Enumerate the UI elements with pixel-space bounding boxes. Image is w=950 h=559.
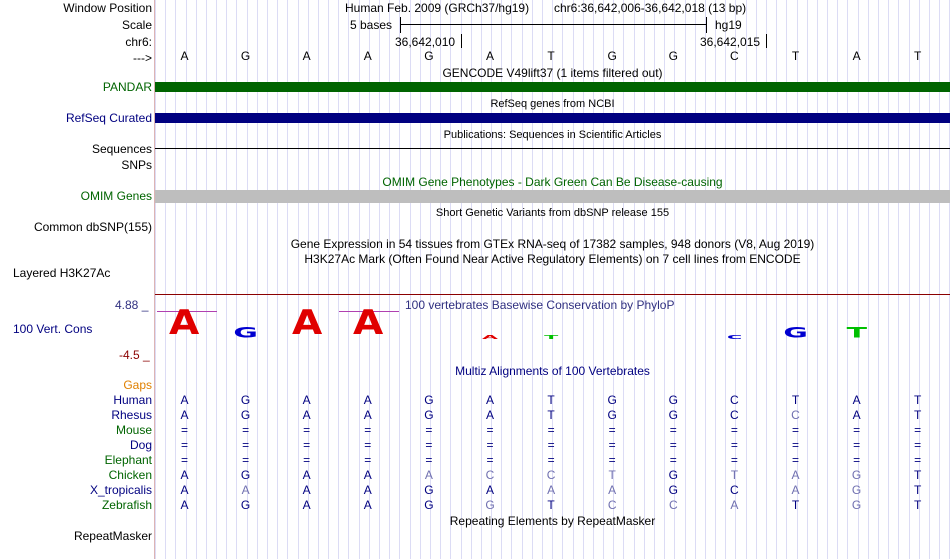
base-letter: G — [668, 49, 678, 63]
alignment-base: T — [547, 393, 555, 407]
alignment-base: A — [852, 408, 861, 422]
alignment-base: T — [914, 393, 922, 407]
omim-feature-bar[interactable] — [155, 190, 950, 203]
species-label[interactable]: Rhesus — [111, 408, 152, 422]
conservation-logo-letter — [350, 303, 386, 343]
alignment-base: = — [853, 453, 861, 467]
alignment-base: T — [791, 498, 800, 512]
base-letter: C — [730, 49, 739, 63]
coordinate-tick-left — [461, 34, 462, 48]
scale-bar-assembly: hg19 — [715, 18, 742, 32]
alignment-base: = — [608, 438, 616, 452]
alignment-base: G — [240, 408, 251, 422]
alignment-base: A — [424, 468, 433, 482]
alignment-base: A — [485, 393, 494, 407]
alignment-base: A — [302, 483, 311, 497]
alignment-base: = — [303, 423, 311, 437]
alignment-base: = — [608, 453, 616, 467]
alignment-base: G — [668, 408, 678, 422]
alignment-base: = — [486, 438, 494, 452]
alignment-base: A — [547, 483, 556, 497]
alignment-base: A — [180, 483, 189, 497]
track-label-dbsnp[interactable]: Common dbSNP(155) — [33, 220, 152, 234]
chr-label: chr6: — [125, 35, 152, 49]
alignment-base: = — [425, 438, 433, 452]
alignment-base: = — [730, 438, 738, 452]
alignment-base: = — [730, 423, 738, 437]
scale-bar-text: 5 bases — [350, 18, 393, 32]
alignment-base: G — [851, 468, 862, 482]
species-label[interactable]: X_tropicalis — [89, 483, 152, 497]
logo-glyph: G — [233, 324, 258, 342]
alignment-base: T — [730, 468, 739, 482]
conservation-logo-letter — [167, 303, 203, 343]
h3k27ac-baseline — [155, 294, 950, 295]
logo-glyph: T — [846, 324, 867, 342]
alignment-base: C — [730, 483, 739, 497]
alignment-base: A — [791, 468, 800, 482]
alignment-base: = — [669, 453, 677, 467]
conservation-logo-letter — [472, 306, 508, 340]
alignment-base: = — [303, 453, 311, 467]
alignment-base: = — [853, 438, 861, 452]
omim-track-title: OMIM Gene Phenotypes - Dark Green Can Be Disease-causing — [382, 175, 723, 189]
base-letter: A — [302, 49, 311, 63]
pandar-feature-bar[interactable] — [155, 82, 950, 92]
alignment-base: A — [180, 408, 189, 422]
alignment-base: G — [240, 393, 251, 407]
gencode-track-title: GENCODE V49lift37 (1 items filtered out) — [442, 66, 663, 80]
alignment-base: = — [791, 438, 799, 452]
track-label-snps[interactable]: SNPs — [121, 158, 152, 172]
alignment-base: = — [486, 453, 494, 467]
conservation-logo-letter — [716, 306, 752, 340]
alignment-base: = — [853, 423, 861, 437]
alignment-base: G — [668, 483, 678, 497]
h3k27ac-track-title: H3K27Ac Mark (Often Found Near Active Regulatory Elements) on 7 cell lines from ENCODE — [304, 252, 801, 266]
strand-arrow-label[interactable]: ---> — [133, 51, 152, 65]
dbsnp-track-title: Short Genetic Variants from dbSNP release 155 — [435, 207, 670, 219]
alignment-base: = — [242, 423, 250, 437]
alignment-base: C — [546, 468, 556, 482]
alignment-base: C — [607, 498, 617, 512]
multiz-track-title: Multiz Alignments of 100 Vertebrates — [455, 364, 650, 378]
repeatmasker-track-title: Repeating Elements by RepeatMasker — [449, 514, 656, 528]
track-label-sequences[interactable]: Sequences — [91, 142, 152, 156]
base-letter: A — [852, 49, 861, 63]
species-label[interactable]: Dog — [129, 438, 152, 452]
alignment-base: = — [180, 438, 188, 452]
alignment-base: = — [242, 438, 250, 452]
alignment-base: G — [607, 408, 617, 422]
base-letter: T — [791, 49, 800, 63]
alignment-base: = — [364, 453, 372, 467]
alignment-base: G — [424, 408, 434, 422]
alignment-base: A — [363, 483, 372, 497]
alignment-base: A — [363, 468, 372, 482]
alignment-base: G — [240, 468, 251, 482]
alignment-base: = — [914, 453, 922, 467]
alignment-base: = — [547, 423, 555, 437]
base-letter: A — [363, 49, 372, 63]
logo-glyph: G — [783, 324, 808, 342]
refseq-track-title: RefSeq genes from NCBI — [490, 98, 615, 110]
conservation-logo-letter — [778, 306, 814, 340]
logo-glyph: A — [481, 334, 499, 341]
alignment-base: = — [547, 438, 555, 452]
alignment-base: = — [425, 423, 433, 437]
base-letter: G — [424, 49, 434, 63]
position-readout: chr6:36,642,006-36,642,018 (13 bp) — [554, 1, 747, 15]
alignment-base: = — [303, 438, 311, 452]
alignment-base: G — [424, 483, 434, 497]
alignment-base: A — [302, 408, 311, 422]
alignment-base: G — [485, 498, 495, 512]
alignment-base: = — [791, 423, 799, 437]
alignment-base: = — [608, 423, 616, 437]
alignment-base: A — [302, 393, 311, 407]
alignment-base: = — [669, 438, 677, 452]
alignment-base: C — [668, 498, 678, 512]
alignment-base: A — [852, 393, 861, 407]
refseq-feature-bar[interactable] — [155, 113, 950, 123]
alignment-base: G — [424, 393, 434, 407]
publications-track-title: Publications: Sequences in Scientific Articles — [443, 129, 662, 141]
alignment-base: = — [364, 438, 372, 452]
species-label[interactable]: Human — [113, 393, 152, 407]
species-label[interactable]: Mouse — [115, 423, 152, 437]
alignment-base: = — [547, 453, 555, 467]
phylop-max-label: 4.88 _ — [115, 298, 149, 312]
alignment-base: T — [914, 483, 922, 497]
alignment-base: G — [240, 498, 251, 512]
alignment-base: T — [547, 408, 555, 422]
alignment-base: G — [668, 393, 678, 407]
logo-glyph: A — [169, 303, 200, 343]
alignment-base: A — [302, 498, 311, 512]
scale-label: Scale — [121, 18, 152, 32]
alignment-base: = — [486, 423, 494, 437]
conservation-logo-letter — [533, 306, 569, 340]
alignment-base: G — [607, 393, 617, 407]
base-letter: G — [607, 49, 617, 63]
alignment-base: A — [241, 483, 250, 497]
alignment-base: A — [730, 498, 739, 512]
species-label[interactable]: Chicken — [108, 468, 152, 482]
alignment-base: = — [730, 453, 738, 467]
alignment-base: C — [730, 393, 739, 407]
conservation-logo-letter — [289, 303, 325, 343]
base-letter: T — [914, 49, 922, 63]
alignment-base: = — [914, 438, 922, 452]
alignment-base: A — [302, 468, 311, 482]
alignment-base: T — [791, 393, 800, 407]
alignment-base: A — [180, 393, 189, 407]
track-label-h3k27ac[interactable]: Layered H3K27Ac — [13, 266, 111, 280]
logo-glyph: T — [544, 334, 559, 341]
alignment-base: G — [424, 498, 434, 512]
track-label-conservation[interactable]: 100 Vert. Cons — [13, 322, 93, 336]
alignment-base: = — [791, 453, 799, 467]
conservation-logo-letter — [228, 306, 264, 340]
track-label-pandar[interactable]: PANDAR — [102, 80, 152, 94]
conservation-logo-letter — [839, 306, 875, 340]
alignment-base: A — [485, 483, 494, 497]
alignment-base: A — [791, 483, 800, 497]
alignment-base: A — [363, 393, 372, 407]
alignment-base: C — [485, 468, 495, 482]
alignment-base: A — [180, 468, 189, 482]
alignment-base: A — [363, 498, 372, 512]
alignment-base: = — [180, 453, 188, 467]
phylop-track-title: 100 vertebrates Basewise Conservation by PhyloP — [405, 298, 675, 312]
alignment-base: T — [608, 468, 616, 482]
alignment-base: G — [851, 483, 862, 497]
alignment-base: T — [914, 498, 922, 512]
logo-glyph: A — [352, 303, 383, 343]
track-label-repeatmasker[interactable]: RepeatMasker — [73, 529, 152, 543]
alignment-base: G — [668, 468, 678, 482]
base-letter: G — [240, 49, 251, 63]
track-label-gaps[interactable]: Gaps — [123, 378, 152, 392]
alignment-base: A — [363, 408, 372, 422]
logo-glyph: C — [726, 334, 742, 341]
sequences-feature-line[interactable] — [155, 148, 950, 149]
alignment-base: T — [914, 468, 922, 482]
window-position-label: Window Position — [63, 1, 152, 15]
logo-glyph: A — [291, 303, 322, 343]
alignment-base: A — [608, 483, 617, 497]
species-label[interactable]: Zebrafish — [101, 498, 152, 512]
gtex-track-title: Gene Expression in 54 tissues from GTEx RNA-seq of 17382 samples, 948 donors (V8, Aug 2019) — [290, 237, 815, 251]
alignment-base: A — [485, 408, 494, 422]
scale-bar — [400, 17, 707, 33]
phylop-min-label: -4.5 _ — [119, 348, 150, 362]
track-label-refseq[interactable]: RefSeq Curated — [65, 111, 152, 125]
alignment-base: = — [669, 423, 677, 437]
base-letter: T — [547, 49, 555, 63]
alignment-base: G — [851, 498, 862, 512]
alignment-base: T — [547, 498, 555, 512]
alignment-base: = — [242, 453, 250, 467]
base-letter: A — [485, 49, 494, 63]
coordinate-left: 36,642,010 — [395, 35, 456, 49]
coordinate-tick-right — [766, 34, 767, 48]
alignment-base: C — [791, 408, 800, 422]
alignment-base: = — [425, 453, 433, 467]
base-letter: A — [180, 49, 189, 63]
track-label-column — [0, 0, 154, 559]
assembly-title: Human Feb. 2009 (GRCh37/hg19) — [345, 1, 530, 15]
alignment-base: A — [180, 498, 189, 512]
alignment-base: C — [730, 408, 739, 422]
alignment-base: = — [914, 423, 922, 437]
alignment-base: T — [914, 408, 922, 422]
species-label[interactable]: Elephant — [104, 453, 152, 467]
track-label-omim[interactable]: OMIM Genes — [80, 189, 152, 203]
alignment-base: = — [180, 423, 188, 437]
alignment-base: = — [364, 423, 372, 437]
coordinate-right: 36,642,015 — [700, 35, 761, 49]
